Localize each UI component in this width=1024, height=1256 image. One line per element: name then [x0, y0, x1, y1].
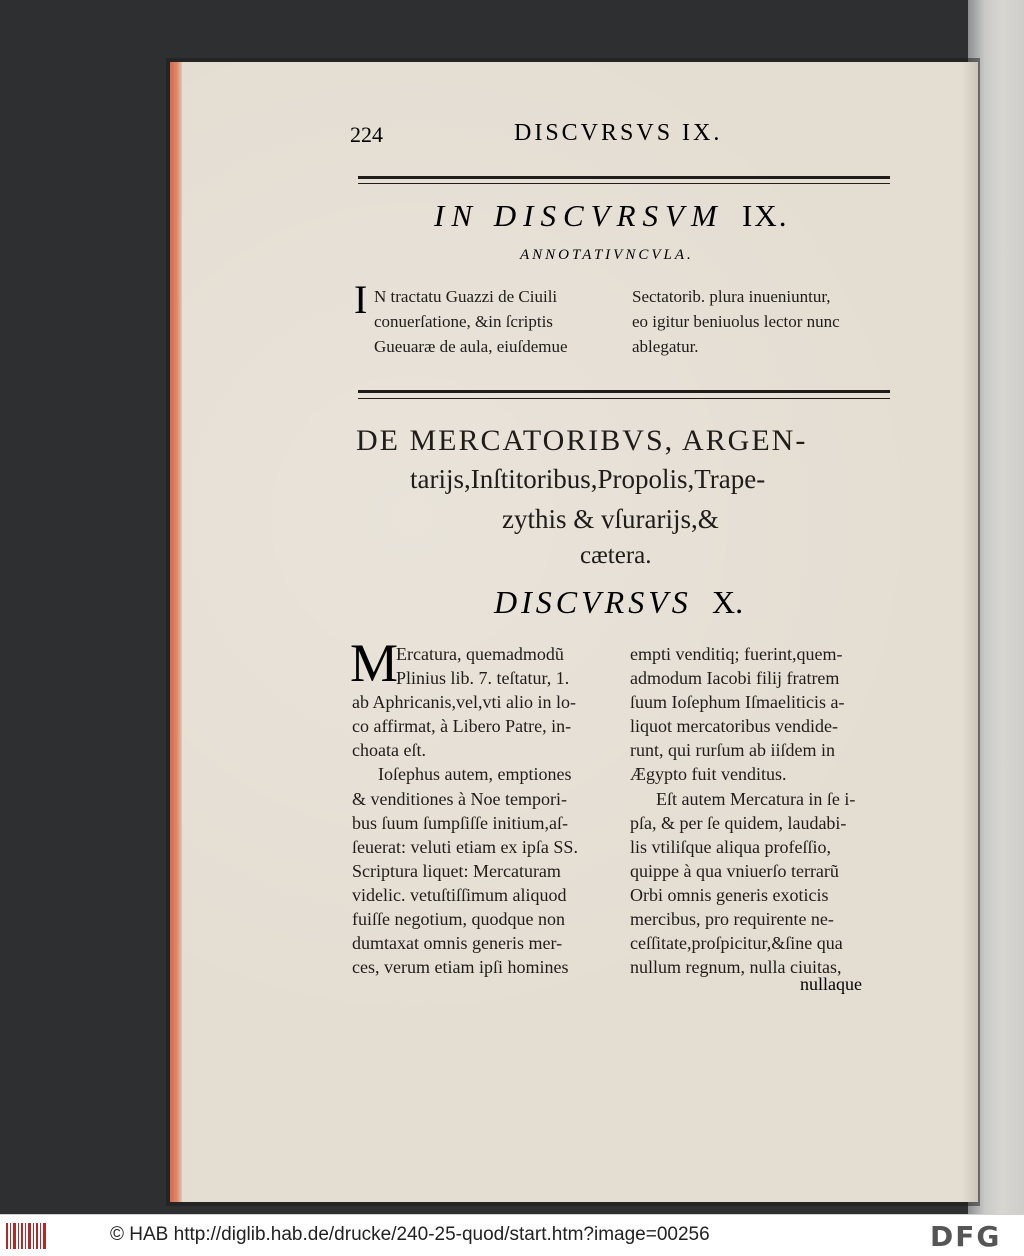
text-line: Plinius lib. 7. teſtatur, 1.	[396, 668, 570, 689]
text-line: fuiſſe negotium, quodque non	[352, 909, 565, 930]
text-line: nullum regnum, nulla ciuitas,	[630, 957, 842, 978]
page-gutter	[962, 62, 978, 1202]
text-line: mercibus, pro requirente ne-	[630, 909, 834, 930]
text-line: Sectatorib. plura inueniuntur,	[632, 287, 831, 306]
text-line: ceſſitate,proſpicitur,&ſine qua	[630, 933, 843, 954]
text-line: pſa, & per ſe quidem, laudabi-	[630, 812, 847, 833]
chapter-heading-line: tarijs,Inſtitoribus,Propolis,Trape-	[410, 464, 766, 494]
text-line: co affirmat, à Libero Patre, in-	[352, 716, 572, 737]
section-rule-thin	[358, 398, 890, 399]
text-line: lis vtiliſque aliqua profeſſio,	[630, 836, 831, 857]
text-line: dumtaxat omnis generis mer-	[352, 933, 563, 954]
discursus-number: X.	[712, 584, 744, 620]
text-line: conuerſatione, &in ſcriptis	[374, 312, 553, 331]
chapter-heading-line: DE MERCATORIBVS, ARGEN-	[356, 424, 808, 457]
text-line: & venditiones à Noe tempori-	[352, 788, 567, 809]
body-dropcap: M	[350, 633, 399, 693]
text-line: Ioſephus autem, emptiones	[378, 764, 572, 785]
hab-barcode-logo-icon	[6, 1223, 48, 1249]
dfg-logo: DFG	[930, 1220, 1002, 1253]
text-line: quippe à qua vniuerſo terrarũ	[630, 860, 839, 881]
text-line: bus ſuum ſumpſiſſe initium,aſ-	[352, 812, 568, 833]
page-number: 224	[350, 122, 383, 147]
annotation-dropcap: I	[354, 277, 368, 322]
text-line: Ægypto fuit venditus.	[630, 764, 787, 785]
body-left-column	[352, 642, 637, 979]
text-line: ces, verum etiam ipſi homines	[352, 957, 569, 978]
text-line: Gueuaræ de aula, eiuſdemue	[374, 337, 568, 356]
text-line: choata eſt.	[352, 740, 426, 761]
text-line: Ercatura, quemadmodũ	[396, 644, 564, 664]
running-title: DISCVRSVS IX.	[514, 120, 723, 146]
annotation-heading-number: IX.	[742, 198, 789, 233]
text-line: Eſt autem Mercatura in ſe i-	[656, 788, 856, 809]
text-line: videlic. vetuſtiſſimum aliquod	[352, 884, 567, 905]
chapter-heading-line: zythis & vſurarijs,&	[502, 504, 719, 534]
body-right-column	[630, 642, 900, 979]
text-line: N tractatu Guazzi de Ciuili	[374, 287, 558, 306]
head-rule-thin	[358, 183, 890, 184]
annotation-left-column	[352, 284, 614, 359]
discursus-heading: DISCVRSVS	[494, 584, 692, 620]
text-line: ſuum Ioſephum Iſmaeliticis a-	[630, 692, 845, 713]
text-line: ablegatur.	[632, 337, 699, 356]
text-line: empti venditiq; fuerint,quem-	[630, 644, 843, 664]
text-line: admodum Iacobi filij fratrem	[630, 668, 840, 689]
text-line: ab Aphricanis,vel,vti alio in lo-	[352, 692, 576, 713]
footer-bar	[0, 1214, 1024, 1256]
catchword: nullaque	[800, 974, 862, 994]
chapter-heading-line: cætera.	[580, 542, 652, 569]
text-line: eo igitur beniuolus lector nunc	[632, 312, 840, 331]
annotation-subheading: ANNOTATIVNCVLA.	[520, 247, 694, 263]
text-line: Scriptura liquet: Mercaturam	[352, 860, 561, 881]
head-rule	[358, 176, 890, 179]
annotation-right-column	[632, 284, 902, 359]
annotation-heading: IN DISCVRSVM	[434, 198, 724, 233]
text-line: ſeuerat: veluti etiam ex ipſa SS.	[352, 836, 578, 857]
text-line: runt, qui rurſum ab iiſdem in	[630, 740, 835, 761]
section-rule	[358, 390, 890, 393]
text-line: liquot mercatoribus vendide-	[630, 716, 838, 737]
text-line: Orbi omnis generis exoticis	[630, 884, 829, 905]
page-fore-edge	[170, 62, 182, 1202]
footer-copyright-link[interactable]: © HAB http://diglib.hab.de/drucke/240-25-quod/start.htm?image=00256	[110, 1224, 710, 1245]
